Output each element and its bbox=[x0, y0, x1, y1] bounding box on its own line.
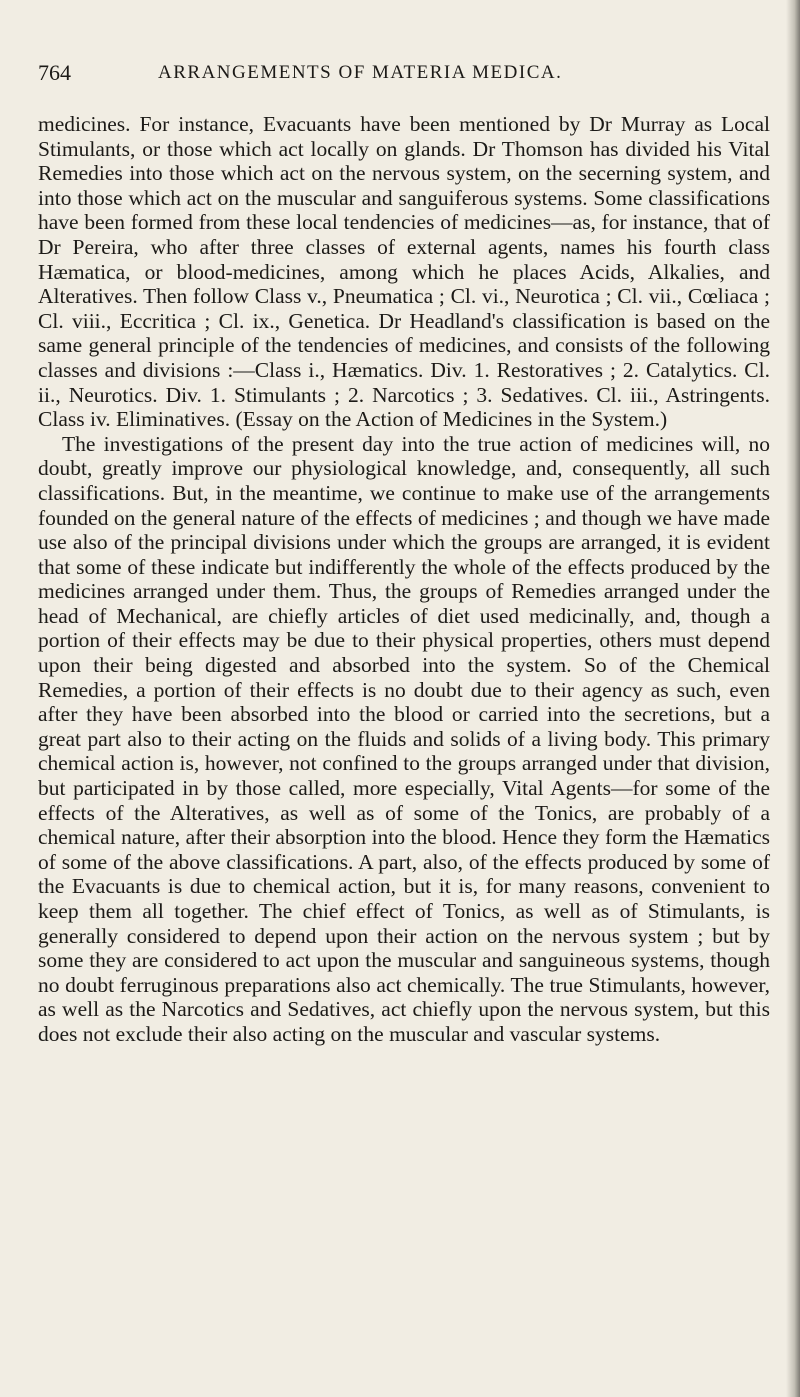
running-head: ARRANGEMENTS OF MATERIA MEDICA. bbox=[158, 62, 563, 83]
body-text bbox=[38, 112, 770, 1047]
page-number: 764 bbox=[38, 60, 71, 85]
paragraph-continued: medicines. For instance, Evacuants have been mentioned by Dr Murray as Local Stimulants, or those which act locally on glands. Dr Thomson has divided his Vital Remedies into those which act on the nervous system, on the secerning system, and into those which act on the muscular and sanguiferous systems. Some classifications have been formed from these local tendencies of medicines—as, for instance, that of Dr Pereira, who after three classes of external agents, names his fourth class Hæmatica, or blood-medicines, among which he places Acids, Alkalies, and Alteratives. Then follow Class v., Pneumatica ; Cl. vi., Neurotica ; Cl. vii., Cœliaca ; Cl. viii., Eccritica ; Cl. ix., Genetica. Dr Headland's classification is based on the same general principle of the tendencies of medicines, and consists of the following classes and divisions :—Class i., Hæmatics. Div. 1. Restoratives ; 2. Catalytics. Cl. ii., Neurotics. Div. 1. Stimulants ; 2. Narcotics ; 3. Sedatives. Cl. iii., Astringents. Class iv. Eliminatives. (Essay on the Action of Medicines in the System.) bbox=[38, 112, 770, 432]
paragraph: The investigations of the present day into the true action of medicines will, no doubt, greatly improve our physiological knowledge, and, consequently, all such classifications. But, in the meantime, we continue to make use of the arrangements founded on the general nature of the effects of medicines ; and though we have made use also of the principal divisions under which the groups are arranged, it is evident that some of these indicate but indifferently the whole of the effects produced by the medicines arranged under them. Thus, the groups of Remedies arranged under the head of Mechanical, are chiefly articles of diet used medicinally, and, though a portion of their effects may be due to their physical properties, others must depend upon their being digested and absorbed into the system. So of the Chemical Remedies, a portion of their effects is no doubt due to their agency as such, even after they have been absorbed into the blood or carried into the secretions, but a great part also to their acting on the fluids and solids of a living body. This primary chemical action is, however, not confined to the groups arranged under that division, but participated in by those called, more especially, Vital Agents—for some of the effects of the Alteratives, as well as of some of the Tonics, are probably of a chemical nature, after their absorption into the blood. Hence they form the Hæmatics of some of the above classifications. A part, also, of the effects produced by some of the Evacuants is due to chemical action, but it is, for many reasons, convenient to keep them all together. The chief effect of Tonics, as well as of Stimulants, is generally considered to depend upon their action on the nervous system ; but by some they are considered to act upon the muscular and sanguineous systems, though no doubt ferruginous preparations also act chemically. The true Stimulants, however, as well as the Narcotics and Sedatives, act chiefly upon the nervous system, but this does not exclude their also acting on the muscular and vascular systems. bbox=[38, 431, 770, 1046]
page-edge-shadow bbox=[786, 0, 800, 1397]
page-header bbox=[38, 60, 758, 92]
